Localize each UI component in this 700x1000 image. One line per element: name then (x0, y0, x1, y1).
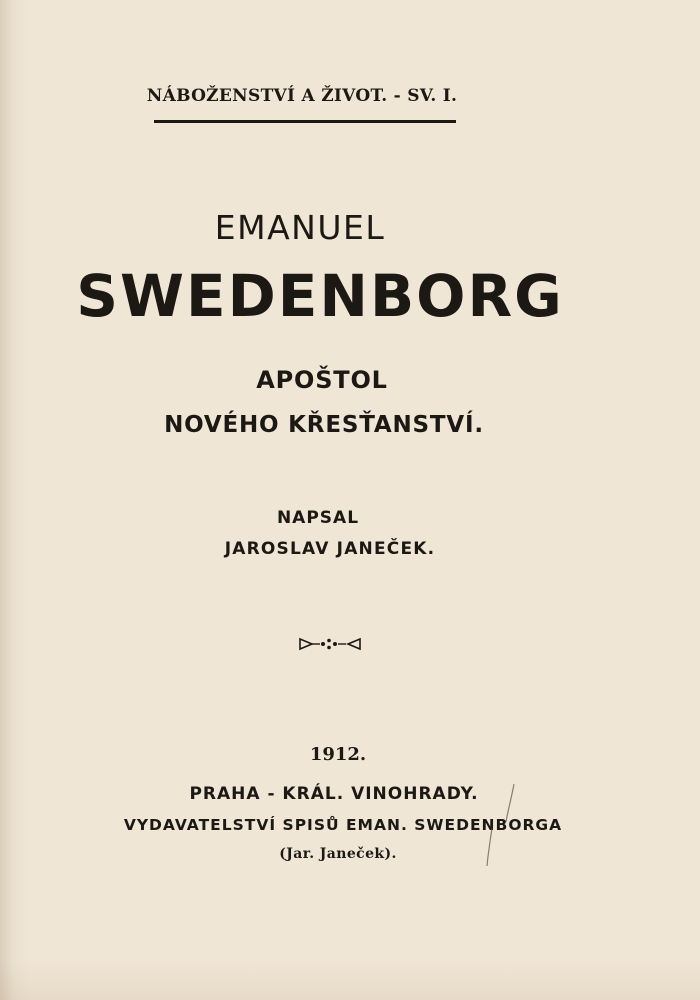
author-name: JAROSLAV JANEČEK. (224, 539, 436, 559)
series-title: NÁBOŽENSTVÍ A ŽIVOT. - SV. I. (146, 86, 458, 106)
series-underline (154, 120, 456, 123)
author-label: NAPSAL (276, 508, 360, 528)
author-first-name: EMANUEL (214, 208, 386, 247)
subtitle-line-2: NOVÉHO KŘESŤANSTVÍ. (164, 412, 484, 438)
publication-place: PRAHA - KRÁL. VINOHRADY. (189, 784, 479, 804)
pencil-mark (478, 780, 518, 870)
subtitle-line-1: APOŠTOL (256, 366, 388, 394)
publisher-note: (Jar. Janeček). (279, 846, 397, 862)
printer-ornament-icon (298, 636, 362, 652)
book-title-surname: SWEDENBORG (76, 262, 564, 330)
publisher-name: VYDAVATELSTVÍ SPISŮ EMAN. SWEDENBORGA (123, 816, 563, 834)
publication-year: 1912. (309, 744, 367, 765)
